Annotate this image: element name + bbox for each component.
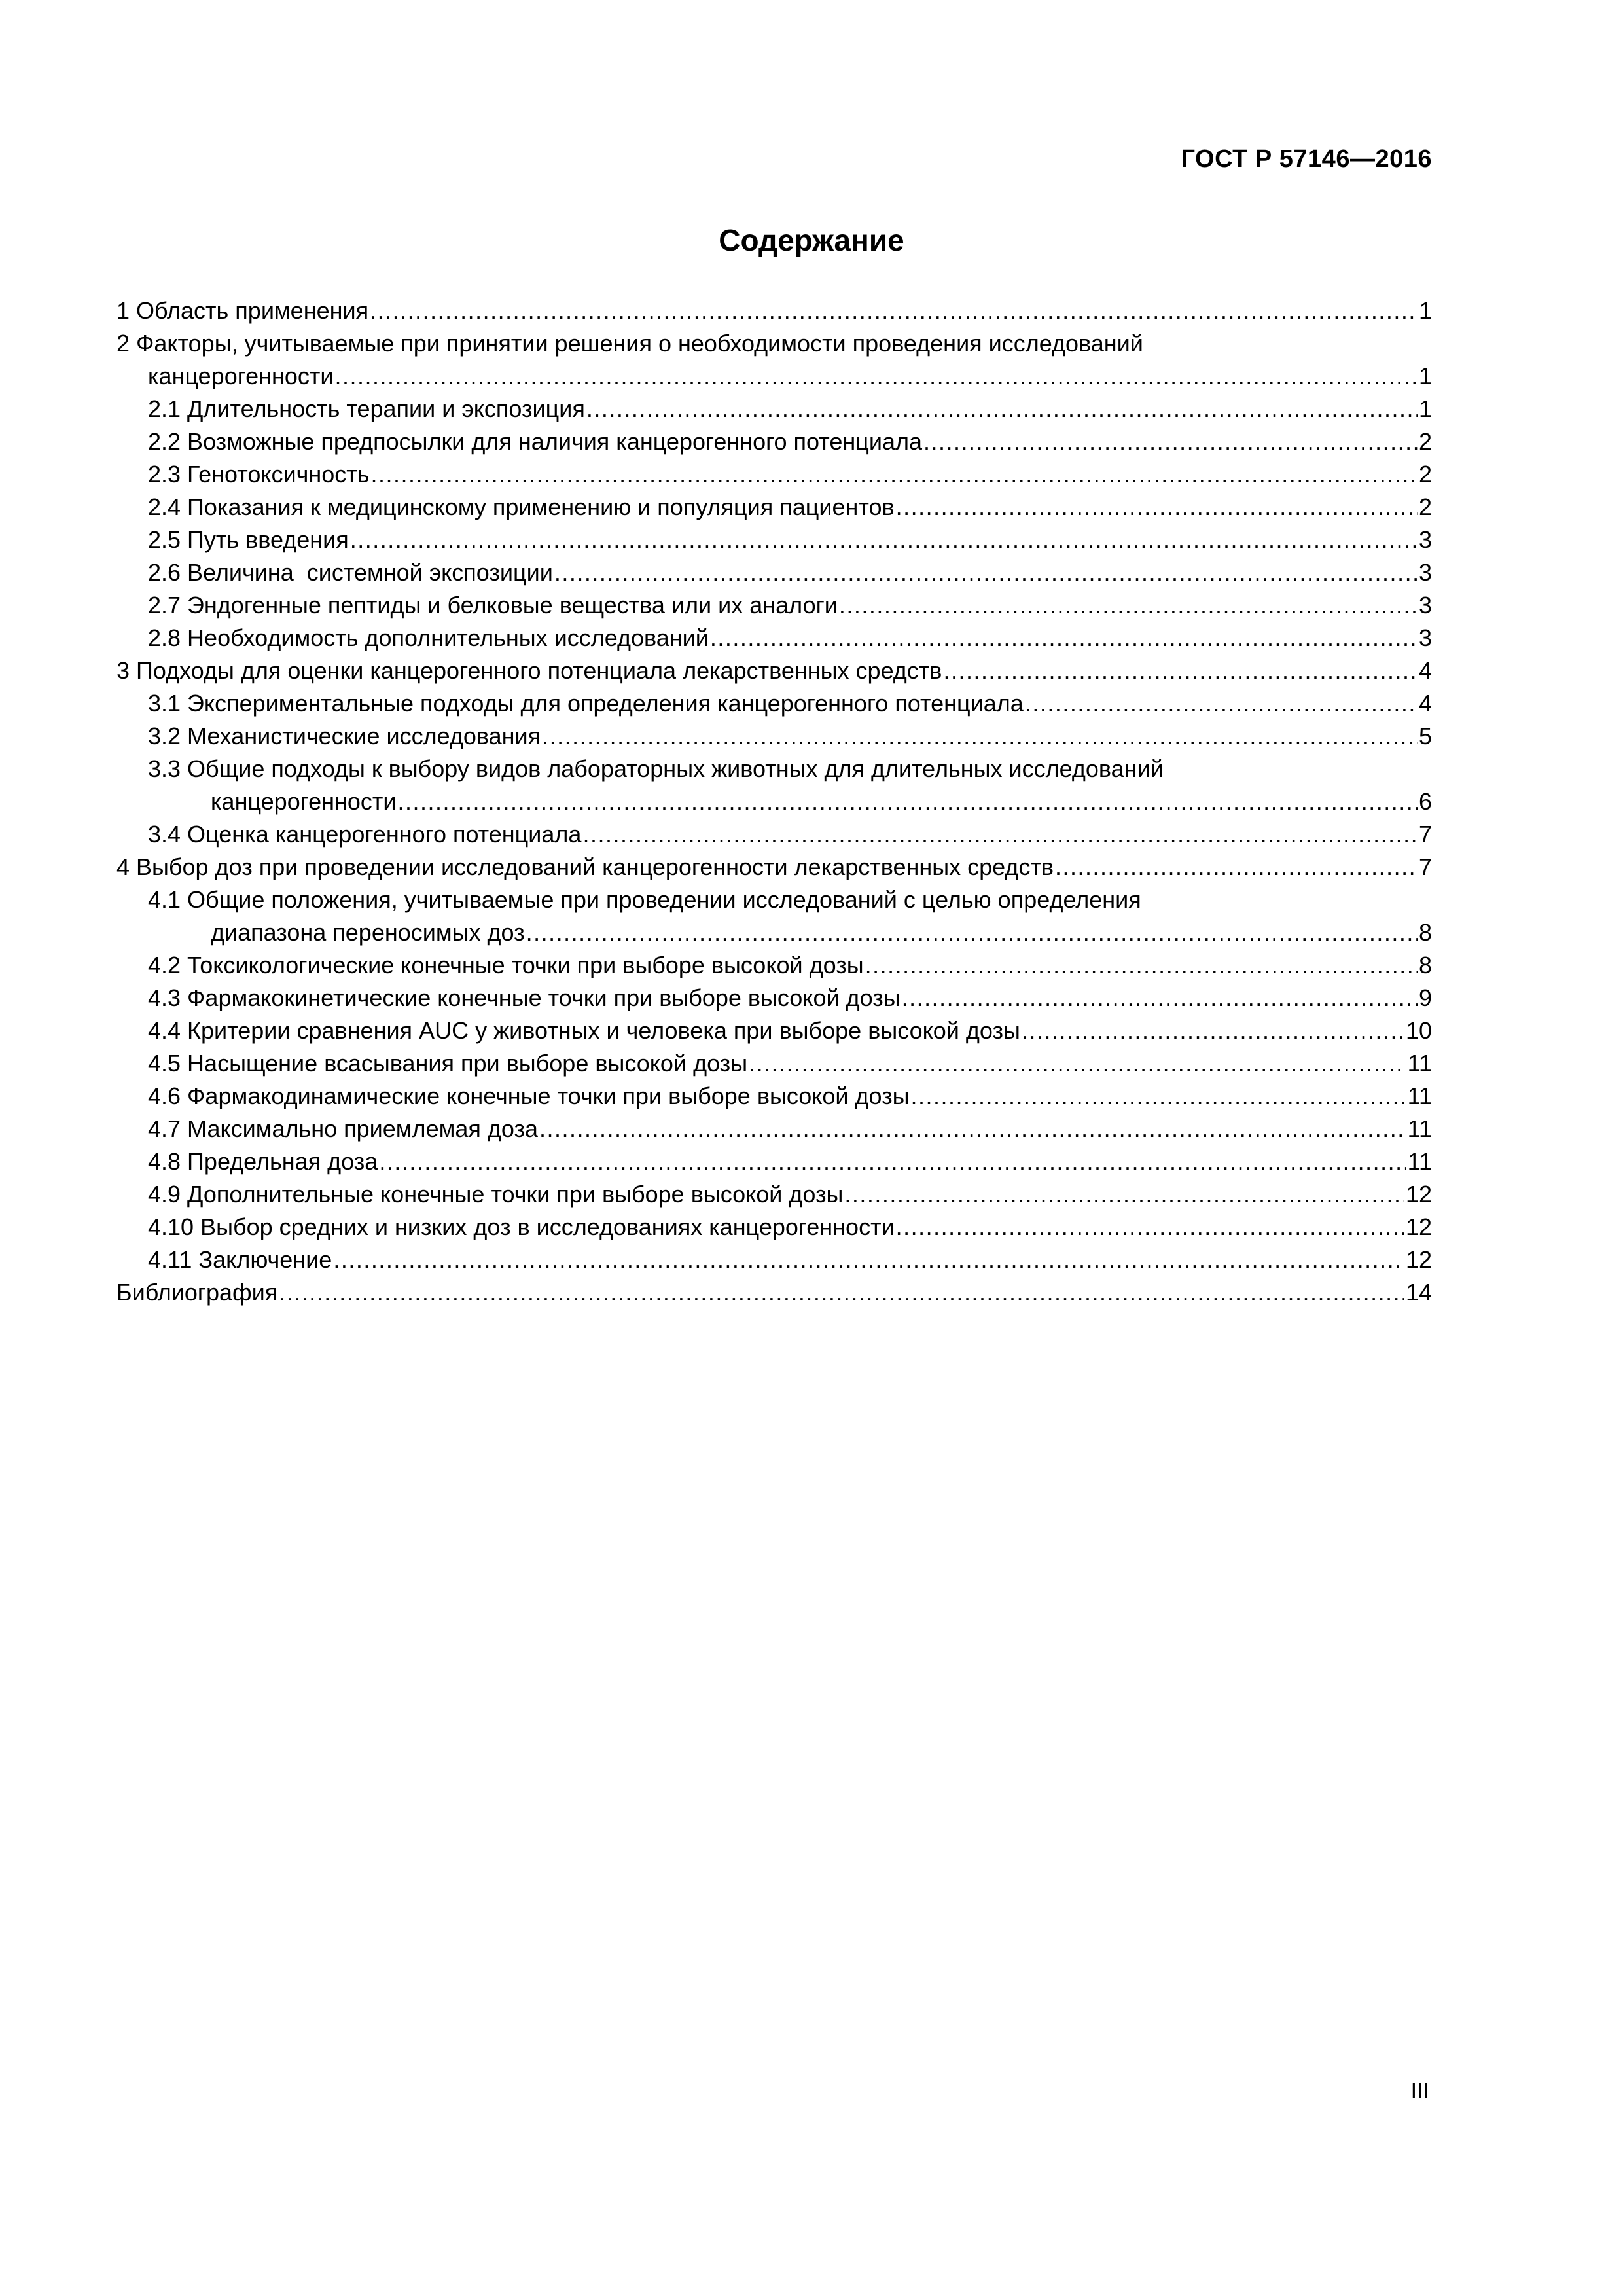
toc-entry-page: 12: [1405, 1213, 1432, 1240]
toc-leader-dots: [539, 1113, 1406, 1145]
toc-entry[interactable]: [116, 1145, 1432, 1178]
toc-entry[interactable]: [116, 524, 1432, 556]
toc-entry-label: 4.8 Предельная доза: [148, 1148, 378, 1175]
toc-leader-dots: [397, 785, 1418, 818]
toc-entry[interactable]: [116, 982, 1432, 1014]
toc-entry-label: 2 Факторы, учитываемые при принятии решения о необходимости проведения исследований: [116, 330, 1143, 357]
toc-entry[interactable]: [116, 425, 1432, 458]
toc-entry-page: 1: [1418, 297, 1432, 324]
toc-leader-dots: [586, 393, 1418, 425]
toc-entry-label: 3.3 Общие подходы к выбору видов лабораторных животных для длительных исследований: [148, 755, 1164, 782]
toc-entry-label: 4.10 Выбор средних и низких доз в исследованиях канцерогенности: [148, 1213, 895, 1240]
toc-leader-dots: [844, 1178, 1404, 1211]
toc-entry-label: 3.2 Механистические исследования: [148, 723, 541, 749]
toc-leader-dots: [1022, 1014, 1404, 1047]
toc-entry-page: 12: [1405, 1181, 1432, 1208]
toc-entry-page: 2: [1418, 493, 1432, 520]
toc-entry-label: 4.3 Фармакокинетические конечные точки при выборе высокой дозы: [148, 984, 901, 1011]
toc-entry-page: 6: [1418, 788, 1432, 815]
table-of-contents: [116, 295, 1432, 1309]
toc-entry-label: 1 Область применения: [116, 297, 369, 324]
toc-leader-dots: [1055, 851, 1418, 884]
toc-entry-label: 3.4 Оценка канцерогенного потенциала: [148, 821, 582, 848]
toc-entry-label: 4.11 Заключение: [148, 1246, 332, 1273]
toc-leader-dots: [896, 491, 1418, 524]
toc-leader-dots: [839, 589, 1418, 622]
toc-entry-page: 2: [1418, 461, 1432, 488]
toc-leader-dots: [710, 622, 1418, 655]
toc-entry-label: 2.4 Показания к медицинскому применению и популяция пациентов: [148, 493, 895, 520]
toc-entry[interactable]: [116, 720, 1432, 753]
toc-entry-page: 3: [1418, 592, 1432, 619]
toc-leader-dots: [370, 295, 1418, 327]
toc-entry-page: 12: [1405, 1246, 1432, 1273]
toc-leader-dots: [582, 818, 1418, 851]
toc-entry-label-continued: канцерогенности: [148, 363, 334, 389]
toc-leader-dots: [1025, 687, 1418, 720]
toc-entry-page: 1: [1418, 363, 1432, 389]
toc-entry-label: 2.3 Генотоксичность: [148, 461, 370, 488]
toc-entry[interactable]: [116, 753, 1432, 818]
toc-leader-dots: [749, 1047, 1406, 1080]
toc-leader-dots: [526, 916, 1418, 949]
toc-leader-dots: [334, 360, 1418, 393]
toc-entry-label: 3.1 Экспериментальные подходы для определения канцерогенного потенциала: [148, 690, 1024, 717]
toc-entry[interactable]: [116, 1178, 1432, 1211]
toc-entry-page: 11: [1407, 1115, 1432, 1142]
toc-entry[interactable]: [116, 1113, 1432, 1145]
toc-leader-dots: [902, 982, 1418, 1014]
document-code: ГОСТ Р 57146—2016: [1181, 145, 1432, 173]
toc-entry-page: 5: [1418, 723, 1432, 749]
toc-entry-page: 10: [1405, 1017, 1432, 1044]
toc-entry-page: 3: [1418, 559, 1432, 586]
toc-entry[interactable]: [116, 1047, 1432, 1080]
toc-entry[interactable]: [116, 458, 1432, 491]
toc-entry[interactable]: [116, 687, 1432, 720]
toc-entry-page: 4: [1418, 690, 1432, 717]
toc-entry-page: 8: [1418, 952, 1432, 978]
toc-entry-page: 11: [1407, 1083, 1432, 1109]
toc-entry-page: 14: [1405, 1279, 1432, 1306]
toc-entry[interactable]: [116, 589, 1432, 622]
toc-entry-label: 2.6 Величина системной экспозиции: [148, 559, 553, 586]
toc-entry-label: 4.5 Насыщение всасывания при выборе высокой дозы: [148, 1050, 748, 1077]
toc-entry-page: 8: [1418, 919, 1432, 946]
toc-entry-label: 4.6 Фармакодинамические конечные точки при выборе высокой дозы: [148, 1083, 910, 1109]
toc-entry[interactable]: [116, 884, 1432, 949]
page-number: III: [1410, 2079, 1429, 2104]
toc-leader-dots: [371, 458, 1418, 491]
toc-entry[interactable]: [116, 556, 1432, 589]
toc-entry-label: 4.4 Критерии сравнения AUC у животных и человека при выборе высокой дозы: [148, 1017, 1020, 1044]
toc-entry-page: 7: [1418, 821, 1432, 848]
toc-entry-label-continued: диапазона переносимых доз: [211, 919, 525, 946]
toc-leader-dots: [554, 556, 1418, 589]
toc-entry-label: 2.2 Возможные предпосылки для наличия канцерогенного потенциала: [148, 428, 923, 455]
toc-leader-dots: [350, 524, 1418, 556]
toc-entry-label: 2.7 Эндогенные пептиды и белковые вещества или их аналоги: [148, 592, 838, 619]
toc-entry-label: 2.5 Путь введения: [148, 526, 349, 553]
toc-entry-label: 2.8 Необходимость дополнительных исследований: [148, 624, 709, 651]
toc-entry-page: 3: [1418, 624, 1432, 651]
toc-entry[interactable]: [116, 295, 1432, 327]
toc-entry[interactable]: [116, 622, 1432, 655]
toc-entry-label: 4.1 Общие положения, учитываемые при проведении исследований с целью определения: [148, 886, 1141, 913]
toc-entry[interactable]: [116, 949, 1432, 982]
toc-entry-page: 3: [1418, 526, 1432, 553]
toc-entry[interactable]: [116, 491, 1432, 524]
toc-leader-dots: [896, 1211, 1404, 1244]
toc-leader-dots: [923, 425, 1418, 458]
toc-entry[interactable]: [116, 818, 1432, 851]
toc-entry[interactable]: [116, 851, 1432, 884]
toc-leader-dots: [279, 1276, 1404, 1309]
toc-entry[interactable]: [116, 1080, 1432, 1113]
toc-entry[interactable]: [116, 1014, 1432, 1047]
toc-entry-page: 9: [1418, 984, 1432, 1011]
toc-leader-dots: [542, 720, 1418, 753]
toc-entry-page: 11: [1407, 1050, 1432, 1077]
toc-entry-label: 4.9 Дополнительные конечные точки при выборе высокой дозы: [148, 1181, 844, 1208]
toc-entry-label: 2.1 Длительность терапии и экспозиция: [148, 395, 585, 422]
toc-leader-dots: [911, 1080, 1406, 1113]
toc-leader-dots: [943, 655, 1418, 687]
toc-entry-label: 4.2 Токсикологические конечные точки при выборе высокой дозы: [148, 952, 864, 978]
toc-entry[interactable]: [116, 327, 1432, 393]
toc-entry-page: 2: [1418, 428, 1432, 455]
toc-entry-page: 4: [1418, 657, 1432, 684]
toc-entry-page: 1: [1418, 395, 1432, 422]
toc-entry[interactable]: [116, 1211, 1432, 1244]
toc-entry[interactable]: [116, 393, 1432, 425]
toc-title: Содержание: [719, 223, 904, 257]
toc-entry-label: 4 Выбор доз при проведении исследований канцерогенности лекарственных средств: [116, 853, 1054, 880]
toc-leader-dots: [379, 1145, 1406, 1178]
toc-entry-page: 11: [1407, 1148, 1432, 1175]
toc-entry[interactable]: [116, 1244, 1432, 1276]
toc-entry-label: 4.7 Максимально приемлемая доза: [148, 1115, 539, 1142]
toc-entry-label: 3 Подходы для оценки канцерогенного потенциала лекарственных средств: [116, 657, 942, 684]
toc-leader-dots: [865, 949, 1418, 982]
toc-entry-label-continued: канцерогенности: [211, 788, 397, 815]
toc-entry[interactable]: [116, 655, 1432, 687]
toc-entry-page: 7: [1418, 853, 1432, 880]
toc-leader-dots: [333, 1244, 1404, 1276]
toc-entry-label: Библиография: [116, 1279, 278, 1306]
toc-entry[interactable]: [116, 1276, 1432, 1309]
